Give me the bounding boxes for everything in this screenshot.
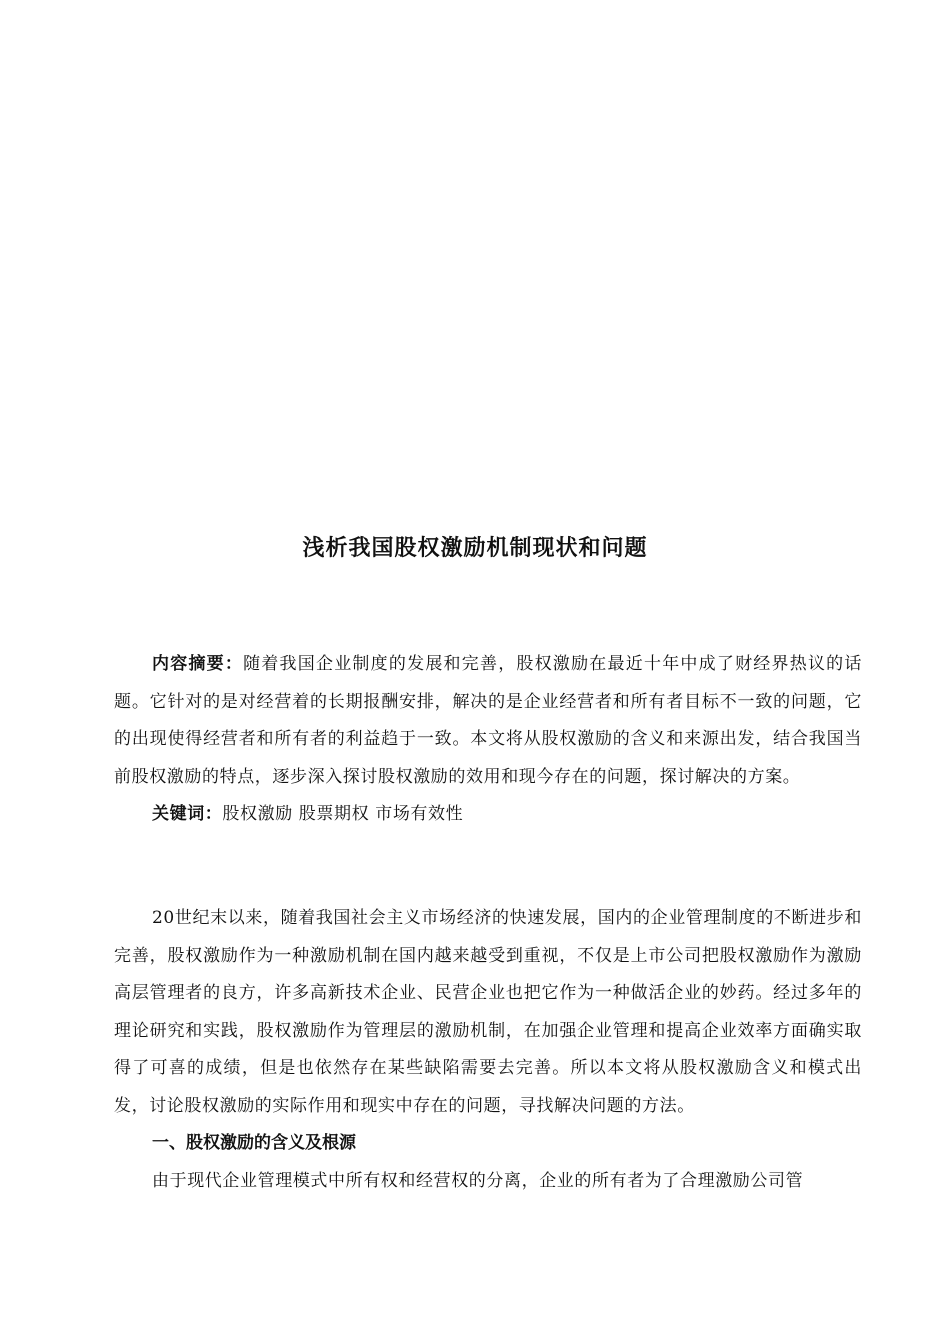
document-title: 浅析我国股权激励机制现状和问题 [302, 536, 648, 561]
intro-paragraph: 20世纪末以来，随着我国社会主义市场经济的快速发展，国内的企业管理制度的不断进步和完善，股权激励作为一种激励机制在国内越来越受到重视，不仅是上市公司把股权激励作为激励高层管理者的良方，许多高新技术企业、民营企业也把它作为一种做活企业的妙药。经过多年的理论研究和实践，股权激励作为管理层的激励机制，在加强企业管理和提高企业效率方面确实取得了可喜的成绩，但是也依然存在某些缺陷需要去完善。所以本文将从股权激励含义和模式出发，讨论股权激励的实际作用和现实中存在的问题，寻找解决问题的方法。 [114, 908, 862, 1116]
section-paragraph: 由于现代企业管理模式中所有权和经营权的分离，企业的所有者为了合理激励公司管 [152, 1170, 804, 1191]
abstract-text: 随着我国企业制度的发展和完善，股权激励在最近十年中成了财经界热议的话题。它针对的是对经营着的长期报酬安排，解决的是企业经营者和所有者目标不一致的问题，它的出现使得经营者和所有者的利益趋于一致。本文将从股权激励的含义和来源出发，结合我国当前股权激励的特点，逐步深入探讨股权激励的效用和现今存在的问题，探讨解决的方案。 [114, 654, 862, 787]
keywords-text: 股权激励 股票期权 市场有效性 [222, 804, 464, 824]
keywords-paragraph [114, 796, 862, 834]
keywords-label: 关键词： [152, 804, 223, 824]
abstract-section [114, 646, 862, 834]
abstract-paragraph [114, 646, 862, 796]
abstract-label: 内容摘要： [152, 654, 244, 674]
section-heading: 一、股权激励的含义及根源 [152, 1133, 356, 1153]
main-body-section [114, 900, 862, 1200]
